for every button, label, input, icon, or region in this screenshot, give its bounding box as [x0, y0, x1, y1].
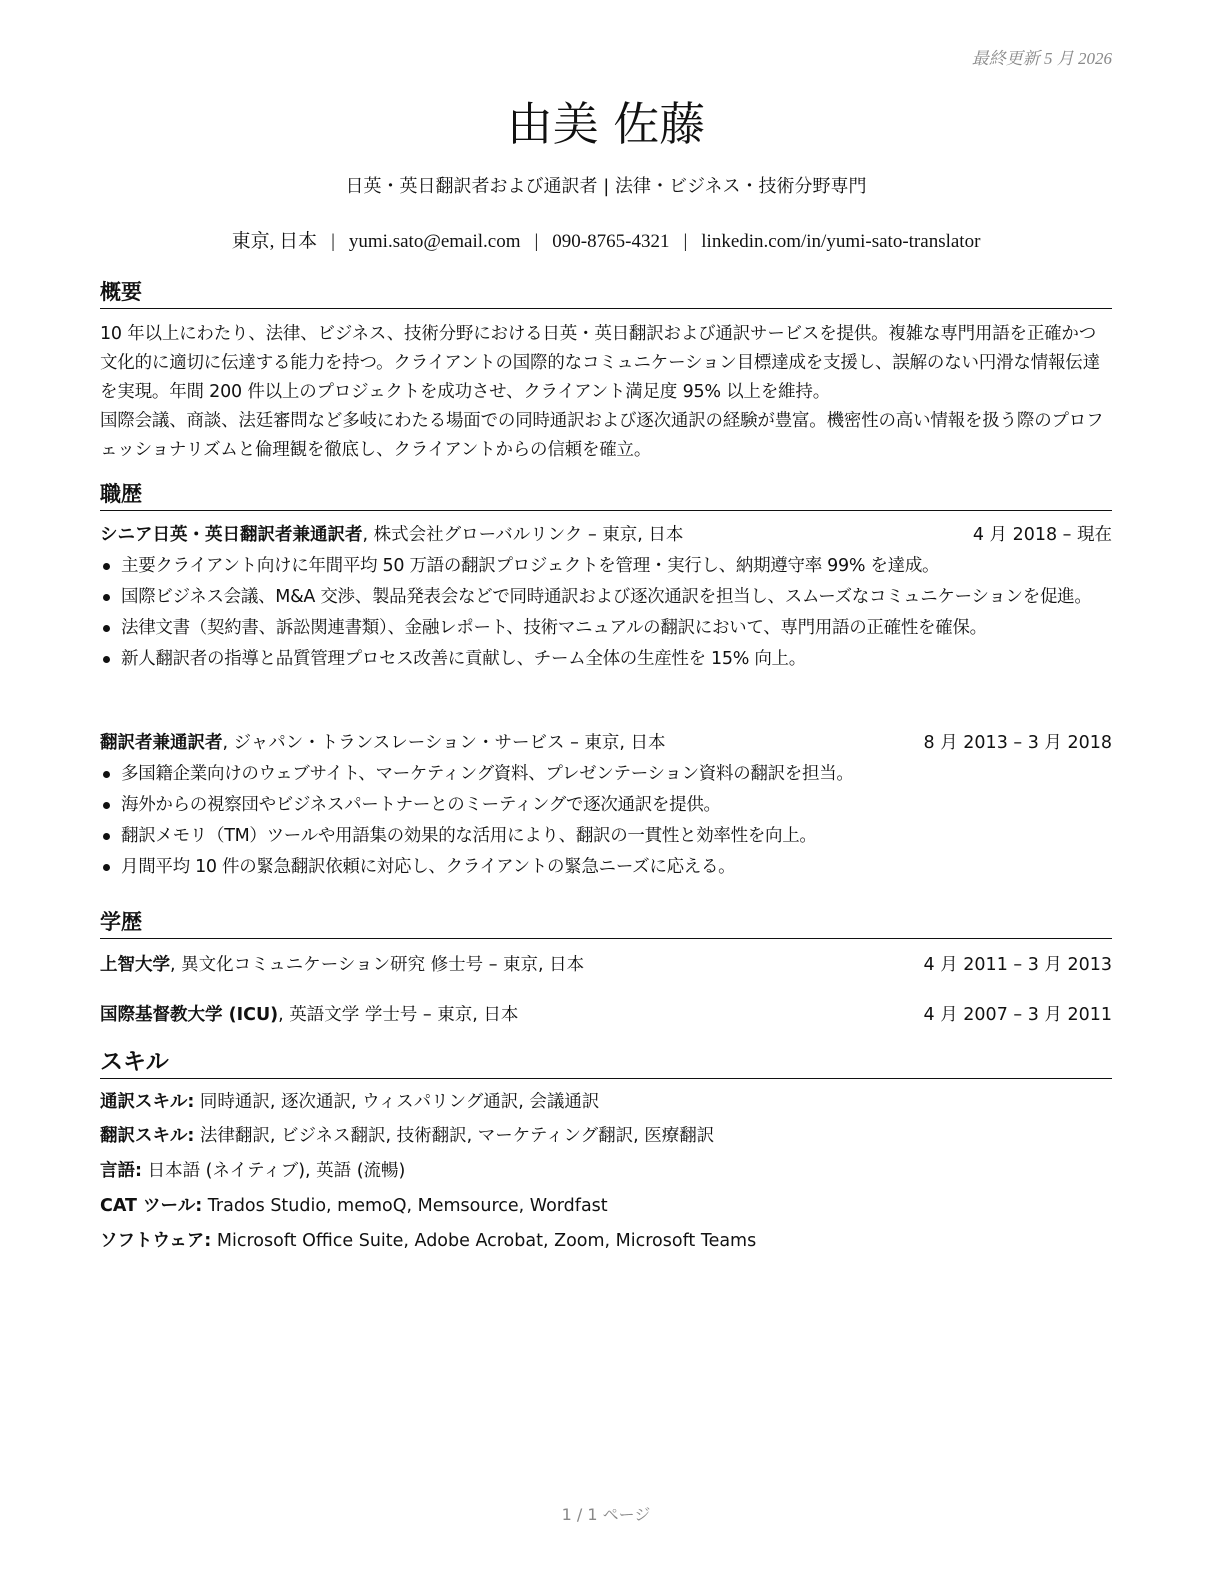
- list-item: 主要クライアント向けに年間平均 50 万語の翻訳プロジェクトを管理・実行し、納期遵守率 99% を達成。: [100, 552, 1112, 580]
- school-name: 国際基督教大学 (ICU): [100, 1005, 279, 1025]
- list-item: 国際ビジネス会議、M&A 交渉、製品発表会などで同時通訳および逐次通訳を担当し、スムーズなコミュニケーションを促進。: [100, 583, 1112, 611]
- list-item: 翻訳メモリ（TM）ツールや用語集の効果的な活用により、翻訳の一貫性と効率性を向上。: [100, 822, 1112, 850]
- skill-label: CAT ツール:: [100, 1196, 203, 1216]
- skill-label: 言語:: [100, 1161, 142, 1181]
- education-entry-2: [100, 1002, 1112, 1028]
- skill-label: 翻訳スキル:: [100, 1126, 195, 1146]
- education-heading: 学歴: [100, 906, 1112, 939]
- resume-page: [100, 0, 1112, 1584]
- list-item: 海外からの視察団やビジネスパートナーとのミーティングで逐次通訳を提供。: [100, 791, 1112, 819]
- school-name: 上智大学: [100, 955, 170, 975]
- contact-linkedin[interactable]: linkedin.com/in/yumi-sato-translator: [701, 231, 981, 252]
- degree-detail: , 異文化コミュニケーション研究 修士号 – 東京, 日本: [170, 955, 585, 975]
- contact-line: [100, 226, 1112, 253]
- contact-email[interactable]: yumi.sato@email.com: [348, 231, 521, 252]
- separator: |: [331, 231, 335, 252]
- skill-row: [100, 1089, 1112, 1115]
- summary-paragraph-1: 10 年以上にわたり、法律、ビジネス、技術分野における日英・英日翻訳および通訳サービスを提供。複雑な専門用語を正確かつ文化的に適切に伝達する能力を持つ。クライアントの国際的なコミュニケーション目標達成を支援し、誤解のない円滑な情報伝達を実現。年間 200 件以上のプロジェクトを成功させ、クライアント満足度 95% 以上を維持。: [100, 324, 1100, 402]
- page-number: 1 / 1 ページ: [561, 1505, 651, 1524]
- skill-row: [100, 1123, 1112, 1149]
- summary-heading: 概要: [100, 276, 1112, 309]
- job-title: シニア日英・英日翻訳者兼通訳者: [100, 525, 363, 545]
- skills-heading: スキル: [100, 1043, 1112, 1079]
- skill-value: 日本語 (ネイティブ), 英語 (流暢): [142, 1161, 406, 1181]
- skill-row: [100, 1158, 1112, 1184]
- job-title: 翻訳者兼通訳者: [100, 733, 223, 753]
- summary-paragraph-2: 国際会議、商談、法廷審問など多岐にわたる場面での同時通訳および逐次通訳の経験が豊富。機密性の高い情報を扱う際のプロフェッショナリズムと倫理観を徹底し、クライアントからの信頼を確立。: [100, 411, 1104, 460]
- contact-phone[interactable]: 090-8765-4321: [552, 231, 670, 252]
- separator: |: [534, 231, 539, 252]
- skill-label: ソフトウェア:: [100, 1231, 212, 1251]
- separator: |: [683, 231, 688, 252]
- list-item: 月間平均 10 件の緊急翻訳依頼に対応し、クライアントの緊急ニーズに応える。: [100, 853, 1112, 881]
- education-dates: 4 月 2007 – 3 月 2011: [923, 1005, 1112, 1025]
- job-dates: 8 月 2013 – 3 月 2018: [923, 733, 1112, 753]
- experience-heading: 職歴: [100, 478, 1112, 511]
- skill-value: Trados Studio, memoQ, Memsource, Wordfast: [202, 1196, 608, 1216]
- skill-value: 同時通訳, 逐次通訳, ウィスパリング通訳, 会議通訳: [194, 1092, 600, 1112]
- contact-location: 東京, 日本: [231, 231, 318, 252]
- skill-value: Microsoft Office Suite, Adobe Acrobat, Zoom, Microsoft Teams: [211, 1231, 757, 1251]
- candidate-name: 由美 佐藤: [506, 97, 706, 151]
- tagline: 日英・英日翻訳者および通訳者 | 法律・ビジネス・技術分野専門: [345, 176, 867, 197]
- education-dates: 4 月 2011 – 3 月 2013: [923, 955, 1112, 975]
- job-2-bullets: [100, 760, 1112, 884]
- skill-value: 法律翻訳, ビジネス翻訳, 技術翻訳, マーケティング翻訳, 医療翻訳: [194, 1126, 715, 1146]
- degree-detail: , 英語文学 学士号 – 東京, 日本: [278, 1005, 519, 1025]
- list-item: 多国籍企業向けのウェブサイト、マーケティング資料、プレゼンテーション資料の翻訳を担当。: [100, 760, 1112, 788]
- job-dates: 4 月 2018 – 現在: [972, 525, 1112, 545]
- last-updated: 最終更新 5 月 2026: [971, 49, 1112, 68]
- job-org: , ジャパン・トランスレーション・サービス – 東京, 日本: [222, 733, 666, 753]
- job-1-bullets: [100, 552, 1112, 676]
- list-item: 法律文書（契約書、訴訟関連書類）、金融レポート、技術マニュアルの翻訳において、専門用語の正確性を確保。: [100, 614, 1112, 642]
- job-entry-2: [100, 730, 1112, 756]
- job-entry-1: [100, 522, 1112, 548]
- skill-label: 通訳スキル:: [100, 1092, 195, 1112]
- job-org: , 株式会社グローバルリンク – 東京, 日本: [362, 525, 684, 545]
- skill-row: [100, 1193, 1112, 1219]
- education-entry-1: [100, 952, 1112, 978]
- list-item: 新人翻訳者の指導と品質管理プロセス改善に貢献し、チーム全体の生産性を 15% 向上。: [100, 645, 1112, 673]
- skill-row: [100, 1228, 1112, 1254]
